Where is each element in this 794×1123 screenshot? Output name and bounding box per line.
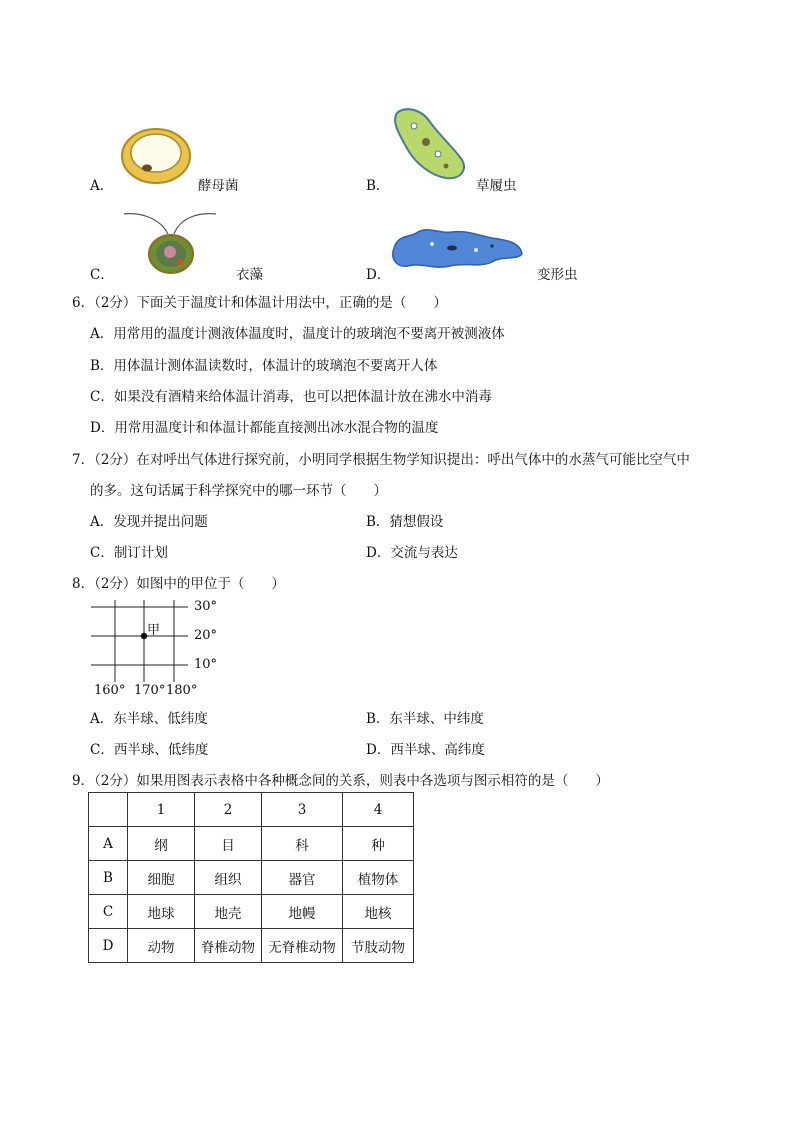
chlamydomonas-icon	[120, 206, 220, 276]
table-cell: 纲	[128, 827, 195, 861]
lat-label-10: 10°	[194, 657, 218, 672]
table-cell: 动物	[128, 929, 195, 963]
table-header-row	[89, 793, 414, 827]
q6-option-b[interactable]: B．用体温计测体温读数时，体温计的玻璃泡不要离开人体	[90, 358, 438, 374]
table-cell: B	[89, 861, 128, 895]
q7-option-b[interactable]: B．猜想假设	[366, 514, 444, 530]
table-header-cell: 1	[128, 793, 195, 827]
grid-lines	[88, 600, 198, 685]
table-row	[89, 827, 414, 861]
q5-option-c-name: 衣藻	[236, 267, 263, 283]
q5-option-a-name: 酵母菌	[198, 178, 239, 194]
table-cell: A	[89, 827, 128, 861]
q5-option-b-letter[interactable]: B．	[366, 178, 390, 194]
q6-option-a[interactable]: A．用常用的温度计测液体温度时，温度计的玻璃泡不要离开被测液体	[90, 326, 505, 342]
table-cell: 节肢动物	[343, 929, 414, 963]
table-cell: 种	[343, 827, 414, 861]
table-header-cell: 4	[343, 793, 414, 827]
q8-option-c[interactable]: C．西半球、低纬度	[90, 742, 209, 758]
table-cell: 器官	[262, 861, 343, 895]
point-jia-label: 甲	[147, 623, 161, 638]
lon-label-180: 180°	[166, 683, 198, 698]
q8-stem: 8．（2分）如图中的甲位于（ ）	[72, 576, 285, 592]
table-header-cell: 2	[195, 793, 262, 827]
amoeba-icon	[388, 226, 528, 272]
lat-label-30: 30°	[194, 599, 218, 614]
yeast-cell-icon	[118, 126, 198, 188]
lon-label-160: 160°	[94, 683, 126, 698]
table-cell	[89, 793, 128, 827]
q5-option-b-name: 草履虫	[476, 178, 517, 194]
q7-option-d[interactable]: D．交流与表达	[366, 545, 458, 561]
table-header-cell: 3	[262, 793, 343, 827]
table-cell: D	[89, 929, 128, 963]
table-row	[89, 929, 414, 963]
table-cell: 目	[195, 827, 262, 861]
q5-option-a-letter[interactable]: A．	[90, 178, 114, 194]
table-cell: 组织	[195, 861, 262, 895]
q7-option-c[interactable]: C．制订计划	[90, 545, 168, 561]
q5-option-d-name: 变形虫	[537, 267, 578, 283]
table-cell: 科	[262, 827, 343, 861]
q7-option-a[interactable]: A．发现并提出问题	[90, 514, 208, 530]
paramecium-icon	[388, 104, 472, 184]
q6-option-d[interactable]: D．用常用温度计和体温计都能直接测出冰水混合物的温度	[90, 420, 439, 436]
table-cell: 无脊椎动物	[262, 929, 343, 963]
table-cell: 细胞	[128, 861, 195, 895]
table-cell: 地壳	[195, 895, 262, 929]
table-cell: 地球	[128, 895, 195, 929]
q5-option-c-letter[interactable]: C．	[90, 267, 114, 283]
q7-stem-line1: 7．（2分）在对呼出气体进行探究前，小明同学根据生物学知识提出：呼出气体中的水蒸气可能比空气中	[72, 452, 690, 468]
concept-table	[88, 792, 414, 963]
table-cell: 植物体	[343, 861, 414, 895]
q6-option-c[interactable]: C．如果没有酒精来给体温计消毒，也可以把体温计放在沸水中消毒	[90, 389, 492, 405]
table-cell: 地幔	[262, 895, 343, 929]
q8-option-b[interactable]: B．东半球、中纬度	[366, 711, 484, 727]
table-cell: 地核	[343, 895, 414, 929]
q9-stem: 9．（2分）如果用图表示表格中各种概念间的关系，则表中各选项与图示相符的是（ ）	[72, 773, 609, 789]
q5-option-d-letter[interactable]: D．	[366, 267, 391, 283]
table-cell: C	[89, 895, 128, 929]
q7-stem-line2: 的多。这句话属于科学探究中的哪一环节（ ）	[90, 483, 387, 499]
q8-option-d[interactable]: D．西半球、高纬度	[366, 742, 485, 758]
lat-label-20: 20°	[194, 628, 218, 643]
table-cell: 脊椎动物	[195, 929, 262, 963]
lon-label-170: 170°	[134, 683, 166, 698]
q6-stem: 6．（2分）下面关于温度计和体温计用法中，正确的是（ ）	[72, 295, 447, 311]
table-row	[89, 861, 414, 895]
table-row	[89, 895, 414, 929]
q8-option-a[interactable]: A．东半球、低纬度	[90, 711, 208, 727]
